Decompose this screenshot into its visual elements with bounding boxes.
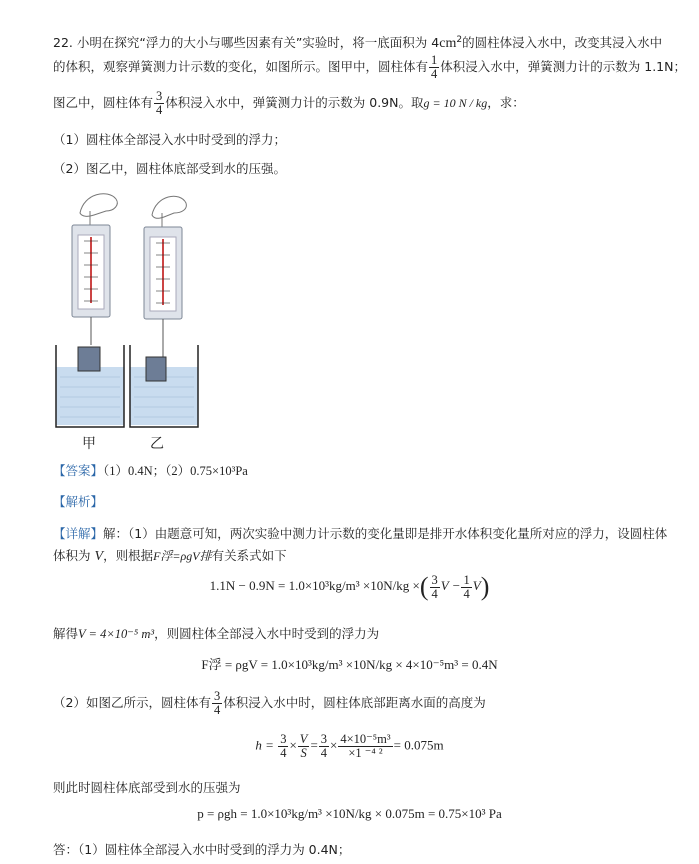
equation-4: p = ρgh = 1.0×10³kg/m³ ×10N/kg × 0.075m = 0.75×10³ Pa — [197, 806, 502, 821]
hand-yi — [152, 196, 186, 227]
detail-text: ，则圆柱体全部浸入水中时受到的浮力为 — [154, 626, 380, 641]
eq1-mid: V − — [440, 577, 461, 593]
detail-text: 解：（1）由题意可知，两次实验中测力计示数的变化量即是排开水体积变化量所对应的浮力，设圆柱体 — [103, 526, 668, 541]
detail-line-2 — [53, 546, 287, 565]
solve-value: V = 4×10⁻⁵ m³ — [78, 627, 155, 641]
part2-line — [53, 690, 486, 717]
spring-scale-figure — [50, 185, 230, 453]
detail-line-1 — [53, 524, 667, 542]
question-text: 体积浸入水中，弹簧测力计的示数为 0.9N。取 — [165, 95, 424, 110]
eq3-f4: $\frac{\text{4×10⁻⁵m³}}{\text{×1 ⁻⁴ ²}}$ — [340, 732, 391, 760]
question-text: 图乙中，圆柱体有 — [53, 95, 154, 110]
eq3-f3: $\frac{3}{4}$ — [320, 732, 328, 760]
question-line-3 — [53, 90, 525, 117]
pressure-intro: 则此时圆柱体底部受到水的压强为 — [53, 780, 241, 795]
sub-question-2: （2）图乙中，圆柱体底部受到水的压强。 — [53, 161, 286, 176]
detail-text: ，则根据 — [103, 548, 154, 563]
equation-3: h = $\frac{3}{4}$ × $\frac{V}{S}$ = $\frac{3}{4}$ × $\frac{\text{4×10⁻⁵m³}}{\text{×1 ⁻⁴ ²}}$ = 0.075m — [255, 732, 444, 760]
detail-text: 体积为 — [53, 548, 91, 563]
fraction-3-4: $\frac{3}{4}$ — [156, 89, 163, 117]
sub-question-1: （1）圆柱体全部浸入水中时受到的浮力； — [53, 132, 286, 147]
label-jia: 甲 — [82, 436, 96, 452]
analysis-line — [53, 492, 103, 510]
question-line-2 — [53, 54, 686, 81]
part2-frac: $\frac{3}{4}$ — [213, 689, 221, 717]
eq1-frac-b: $\frac{1}{4}$ — [463, 572, 470, 601]
detail-text: 有关系式如下 — [211, 548, 287, 563]
question-text: 体积浸入水中，弹簧测力计的示数为 1.1N； — [440, 59, 686, 74]
answer-tag: 【答案】 — [53, 463, 104, 478]
eq1-frac-a: $\frac{3}{4}$ — [431, 572, 438, 601]
label-yi: 乙 — [150, 436, 164, 452]
spring-scale-jia — [72, 225, 110, 345]
fraction-1-4: $\frac{1}{4}$ — [431, 53, 438, 81]
eq3-h: h = — [255, 737, 274, 753]
eq1-v: V — [472, 577, 481, 593]
var-v: V — [94, 549, 104, 564]
question-text: 22. 小明在探究“浮力的大小与哪些因素有关”实验时，将一底面积为 4 — [53, 35, 440, 50]
spring-scale-yi — [144, 227, 182, 357]
detail-text: 体积浸入水中时，圆柱体底部距离水面的高度为 — [223, 695, 486, 710]
equation-1: 1.1N − 0.9N = 1.0×10³kg/m³ ×10N/kg ×( $\frac{3}{4}$ V − $\frac{1}{4}$ V) — [209, 572, 490, 601]
question-line-1: 22. 小明在探究“浮力的大小与哪些因素有关”实验时，将一底面积为 $4cm^2$的圆柱体浸入水中，改变其浸入水中 — [53, 34, 663, 51]
hand-jia — [80, 194, 117, 225]
solve-line — [53, 624, 379, 642]
g-value: g = 10 N / kg — [423, 96, 488, 110]
eq1-left: 1.1N − 0.9N = 1.0×10³kg/m³ ×10N/kg × — [209, 577, 420, 593]
detail-tag: 【详解】 — [53, 526, 104, 541]
analysis-tag: 【解析】 — [53, 494, 104, 509]
eq3-result: = 0.075m — [393, 737, 444, 753]
detail-text: （2）如图乙所示，圆柱体有 — [53, 695, 211, 710]
beaker-yi — [130, 345, 198, 427]
question-text: ，求： — [487, 95, 525, 110]
eq3-f1: $\frac{3}{4}$ — [280, 732, 287, 760]
answer-line — [53, 461, 248, 479]
answer-text: （1）0.4N；（2）0.75×10³Pa — [103, 464, 248, 478]
equation-2: F浮 = ρgV = 1.0×10³kg/m³ ×10N/kg × 4×10⁻⁵m³ = 0.4N — [201, 657, 498, 672]
formula-inline: F浮=ρgV排 — [153, 549, 212, 563]
beaker-jia — [56, 345, 124, 427]
unit-cm: cm — [439, 36, 457, 51]
question-text: 的体积，观察弹簧测力计示数的变化，如图所示。图甲中，圆柱体有 — [53, 59, 429, 74]
detail-text: 解得 — [53, 626, 79, 641]
eq3-f2: $\frac{V}{S}$ — [299, 732, 308, 760]
question-text: 的圆柱体浸入水中，改变其浸入水中 — [462, 35, 663, 50]
final-answer: 答：（1）圆柱体全部浸入水中时受到的浮力为 0.4N； — [53, 842, 351, 857]
